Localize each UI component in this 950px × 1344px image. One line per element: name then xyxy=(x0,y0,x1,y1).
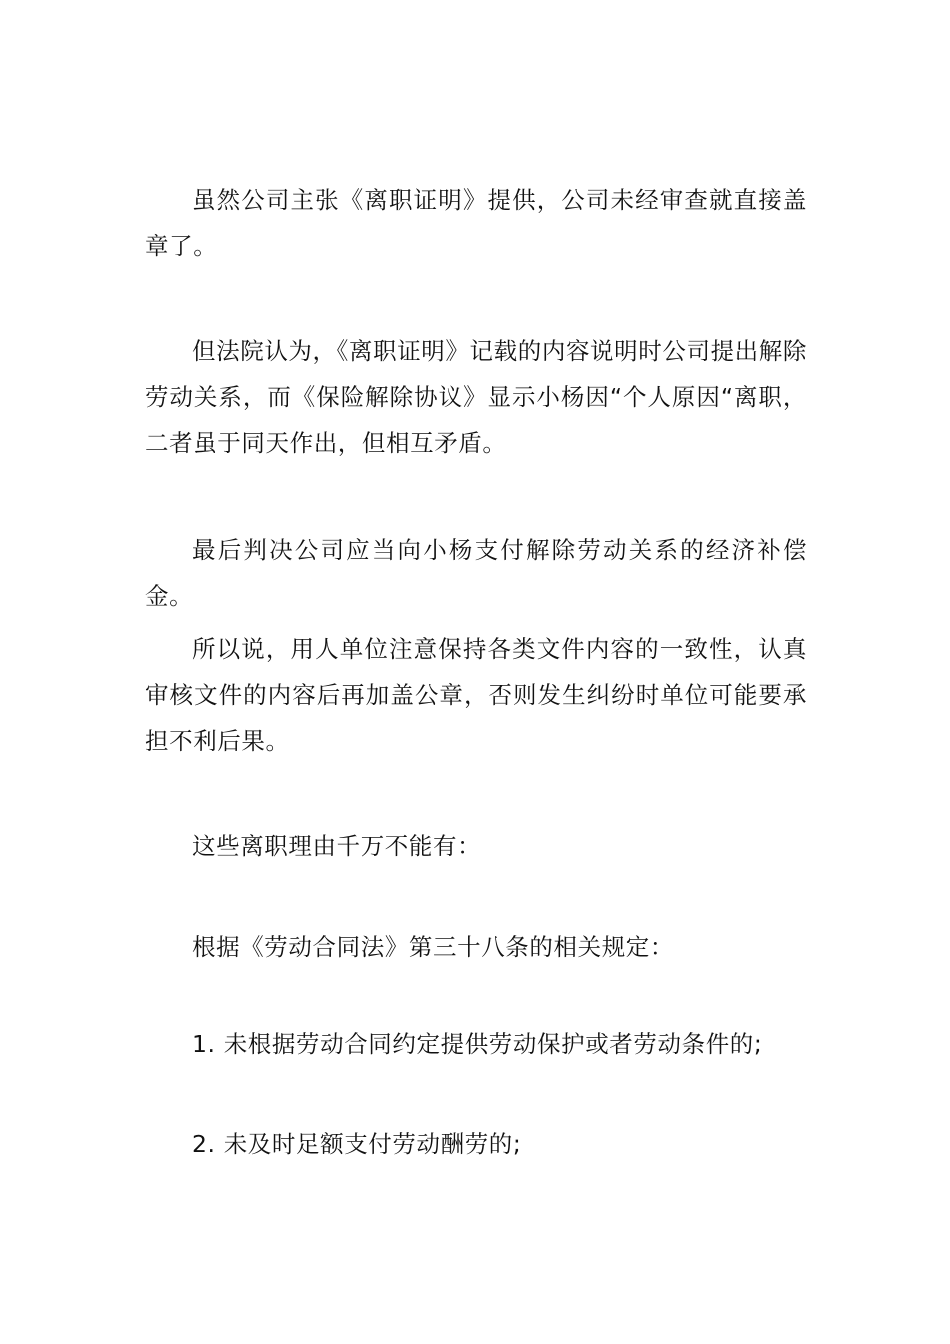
list-item-2: 2. 未及时足额支付劳动酬劳的; xyxy=(192,1130,522,1158)
paragraph-reasons-heading: 这些离职理由千万不能有： xyxy=(192,832,482,860)
paragraph-law-reference: 根据《劳动合同法》第三十八条的相关规定： xyxy=(192,933,674,961)
paragraph-court-opinion: 但法院认为，《离职证明》记载的内容说明时公司提出解除劳动关系，而《保险解除协议》显示小杨因“个人原因“离职，二者虽于同天作出，但相互矛盾。 xyxy=(145,337,807,457)
paragraph-advice: 所以说，用人单位注意保持各类文件内容的一致性，认真审核文件的内容后再加盖公章，否则发生纠纷时单位可能要承担不利后果。 xyxy=(145,635,807,755)
list-item-1: 1. 未根据劳动合同约定提供劳动保护或者劳动条件的; xyxy=(192,1030,763,1058)
paragraph-judgment: 最后判决公司应当向小杨支付解除劳动关系的经济补偿金。 xyxy=(145,536,807,610)
paragraph-company-claim: 虽然公司主张《离职证明》提供，公司未经审查就直接盖章了。 xyxy=(145,186,807,260)
